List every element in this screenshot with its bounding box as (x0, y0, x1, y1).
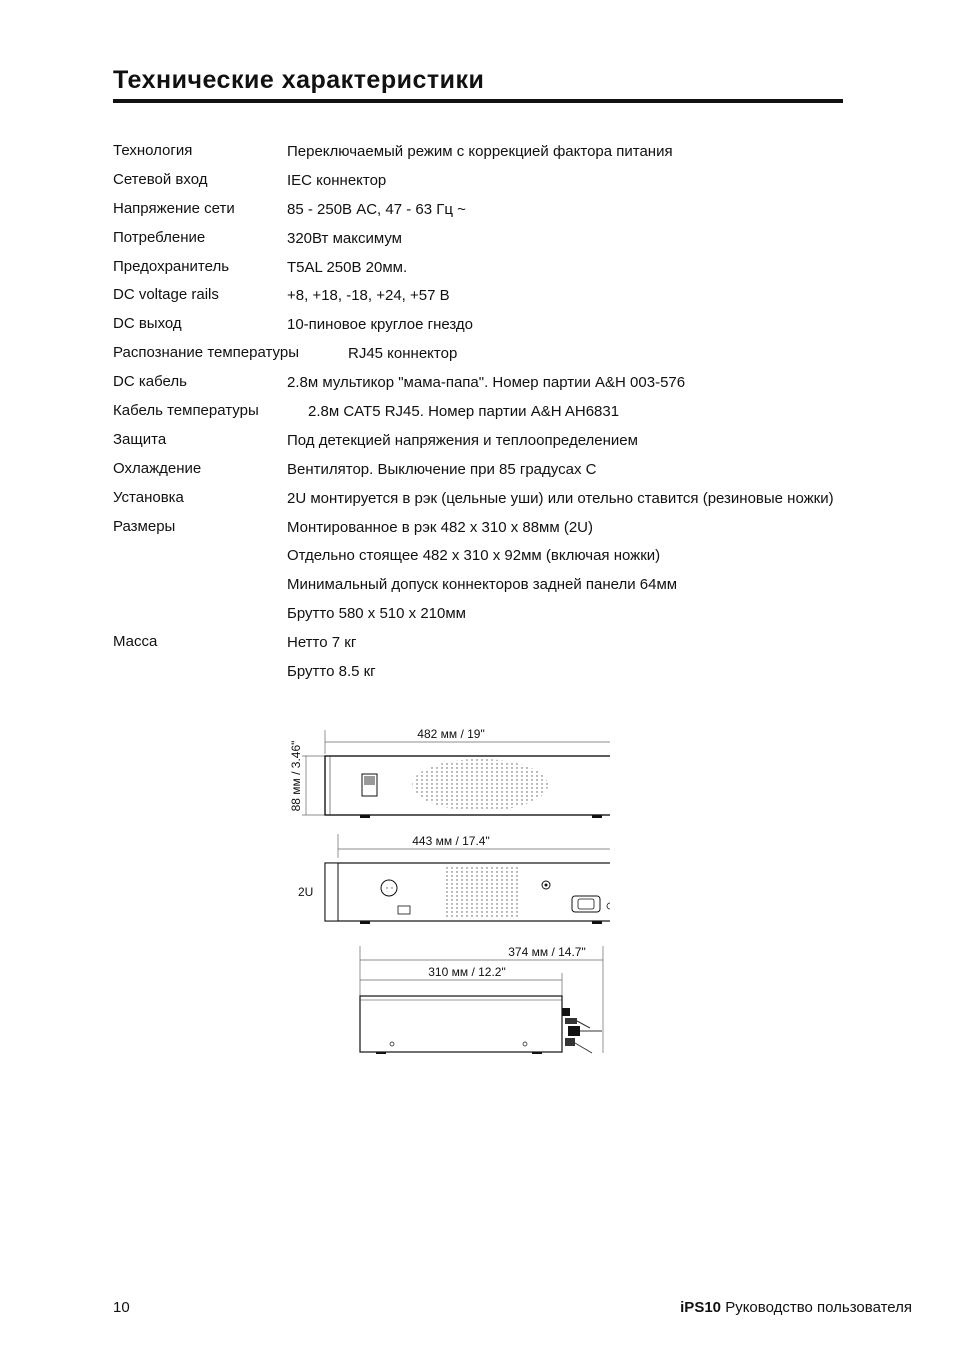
spec-row-dimensions-4 (113, 602, 893, 631)
front-width-label: 482 мм / 19" (417, 727, 485, 741)
spec-label: Охлаждение (113, 459, 202, 477)
spec-row-mains-input (113, 169, 893, 198)
spec-row-protection (113, 429, 893, 458)
spec-value: T5AL 250В 20мм. (287, 258, 408, 276)
spec-row-consumption (113, 227, 893, 256)
spec-row-mounting (113, 487, 893, 516)
spec-row-weight-2 (113, 660, 893, 689)
title-rule (113, 99, 843, 103)
front-height-label: 88 мм / 3.46" (289, 740, 303, 812)
spec-value: Вентилятор. Выключение при 85 градусах С (287, 460, 597, 478)
spec-label: Защита (113, 430, 167, 448)
spec-value: RJ45 коннектор (348, 345, 458, 363)
spec-label: DC выход (113, 315, 182, 333)
spec-label: Масса (113, 633, 158, 651)
spec-label: DC кабель (113, 373, 187, 391)
spec-label: Предохранитель (113, 257, 230, 275)
spec-value: 85 - 250В AC, 47 - 63 Гц ~ (287, 200, 466, 218)
spec-value: 2.8м мультикор "мама-папа". Номер партии A&H 003-576 (287, 374, 686, 392)
spec-value: +8, +18, -18, +24, +57 В (287, 287, 450, 305)
spec-label: Размеры (113, 517, 176, 535)
manual-name: Руководство пользователя (725, 1299, 912, 1316)
spec-value: 10-пиновое круглое гнездо (287, 316, 474, 334)
spec-value: Монтированное в рэк 482 x 310 x 88мм (2U) (287, 518, 594, 536)
spec-label: Кабель температуры (113, 402, 259, 420)
spec-label: Технология (113, 142, 193, 159)
spec-value: 320Вт максимум (287, 229, 402, 247)
rear-view (298, 834, 610, 924)
spec-row-cooling (113, 458, 893, 487)
spec-value: Переключаемый режим с коррекцией фактора питания (287, 143, 673, 160)
spec-row-dimensions-2 (113, 544, 893, 573)
spec-label: Напряжение сети (113, 199, 235, 217)
spec-label: Распознание температуры (113, 344, 299, 362)
spec-row-weight (113, 631, 893, 660)
spec-row-dc-cable (113, 371, 893, 400)
page-number: 10 (113, 1299, 130, 1316)
side-view (360, 945, 603, 1054)
spec-value: Отдельно стоящее 482 x 310 x 92мм (включая ножки) (287, 547, 661, 565)
spec-value: 2.8м CAT5 RJ45. Номер партии A&H AH6831 (308, 403, 620, 421)
dimension-drawing (280, 718, 610, 1063)
spec-value: Брутто 580 x 510 x 210мм (287, 605, 466, 623)
spec-row-temp-cable (113, 400, 893, 429)
spec-label: DC voltage rails (113, 286, 219, 304)
spec-value: Нетто 7 кг (287, 634, 357, 652)
rack-units-label: 2U (298, 885, 314, 899)
spec-row-mains-voltage (113, 198, 893, 227)
spec-row-dimensions (113, 516, 893, 545)
depth-body-label: 310 мм / 12.2" (428, 965, 506, 979)
spec-table (113, 140, 893, 689)
spec-row-dimensions-3 (113, 573, 893, 602)
depth-total-label: 374 мм / 14.7" (508, 945, 586, 959)
footer-manual-title (680, 1299, 912, 1316)
spec-row-fuse (113, 256, 893, 285)
rear-width-label: 443 мм / 17.4" (412, 834, 490, 848)
spec-label: Установка (113, 488, 184, 506)
spec-row-technology (113, 140, 893, 169)
spec-label: Сетевой вход (113, 170, 208, 188)
spec-row-temp-sense (113, 342, 893, 371)
spec-value: Минимальный допуск коннекторов задней панели 64мм (287, 576, 678, 594)
spec-value: Под детекцией напряжения и теплоопределением (287, 431, 638, 449)
spec-value: Брутто 8.5 кг (287, 663, 376, 681)
spec-label: Потребление (113, 228, 206, 246)
page-title: Технические характеристики (113, 66, 485, 94)
spec-value: IEC коннектор (287, 171, 387, 189)
spec-value: 2U монтируется в рэк (цельные уши) или отельно ставится (резиновые ножки) (287, 489, 834, 507)
front-view (289, 727, 610, 818)
product-name: iPS10 (680, 1299, 722, 1316)
spec-row-dc-output (113, 313, 893, 342)
spec-row-dc-rails (113, 284, 893, 313)
